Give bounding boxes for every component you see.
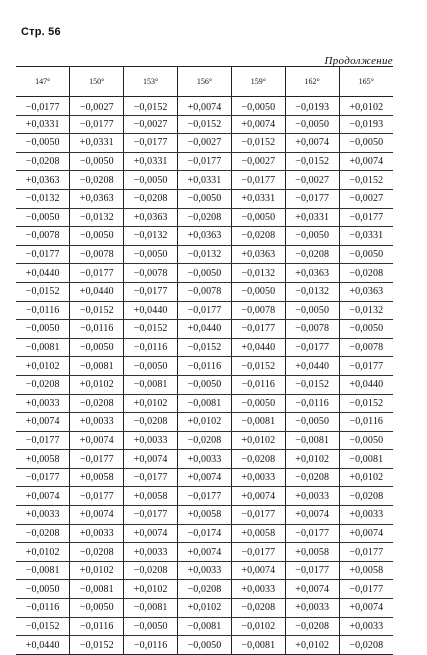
table-cell: +0,0074 xyxy=(231,115,285,134)
table-cell: −0,0152 xyxy=(16,617,70,636)
table-cell: −0,0050 xyxy=(285,413,339,432)
table-cell: +0,0074 xyxy=(178,543,232,562)
table-cell: −0,0177 xyxy=(339,208,393,227)
table-cell: +0,0440 xyxy=(16,636,70,655)
table-cell: +0,0033 xyxy=(70,413,124,432)
table-cell: +0,0074 xyxy=(178,468,232,487)
table-cell: −0,0208 xyxy=(16,152,70,171)
table-cell: −0,0050 xyxy=(339,134,393,153)
table-cell: +0,0058 xyxy=(231,524,285,543)
table-cell: +0,0440 xyxy=(16,264,70,283)
table-cell: −0,0050 xyxy=(339,245,393,264)
table-cell: −0,0116 xyxy=(231,375,285,394)
table-cell: +0,0331 xyxy=(16,115,70,134)
table-cell: −0,0078 xyxy=(16,227,70,246)
table-cell: −0,0208 xyxy=(124,413,178,432)
table-cell: +0,0440 xyxy=(285,357,339,376)
table-cell: +0,0074 xyxy=(285,134,339,153)
continuation-label: Продолжение xyxy=(324,55,393,67)
table-cell: −0,0050 xyxy=(339,431,393,450)
table-cell: +0,0331 xyxy=(231,189,285,208)
table-cell: +0,0074 xyxy=(285,506,339,525)
table-cell: +0,0440 xyxy=(124,301,178,320)
table-cell: −0,0177 xyxy=(16,468,70,487)
table-cell: −0,0050 xyxy=(124,245,178,264)
table-cell: −0,0050 xyxy=(70,227,124,246)
table-cell: +0,0074 xyxy=(339,524,393,543)
table-cell: −0,0177 xyxy=(16,245,70,264)
table-cell: −0,0208 xyxy=(285,468,339,487)
table-cell: +0,0102 xyxy=(16,543,70,562)
table-row xyxy=(16,487,393,506)
table-row xyxy=(16,617,393,636)
table-cell: −0,0116 xyxy=(285,394,339,413)
table-cell: +0,0102 xyxy=(178,413,232,432)
table-cell: −0,0081 xyxy=(16,561,70,580)
table-cell: −0,0050 xyxy=(285,301,339,320)
table-cell: −0,0208 xyxy=(231,227,285,246)
table-cell: −0,0177 xyxy=(124,506,178,525)
table-cell: −0,0050 xyxy=(231,394,285,413)
table-cell: −0,0050 xyxy=(124,617,178,636)
table-cell: +0,0058 xyxy=(339,561,393,580)
table-cell: −0,0050 xyxy=(70,152,124,171)
table-cell: −0,0152 xyxy=(124,97,178,116)
table-cell: −0,0116 xyxy=(16,599,70,618)
table-row xyxy=(16,506,393,525)
table-cell: −0,0177 xyxy=(178,487,232,506)
table-cell: +0,0331 xyxy=(124,152,178,171)
table-cell: −0,0152 xyxy=(178,338,232,357)
table-cell: −0,0027 xyxy=(231,152,285,171)
table-row xyxy=(16,357,393,376)
table-cell: +0,0033 xyxy=(339,617,393,636)
table-row xyxy=(16,301,393,320)
table-cell: −0,0177 xyxy=(285,189,339,208)
table-cell: −0,0116 xyxy=(124,636,178,655)
table-cell: +0,0102 xyxy=(285,450,339,469)
column-header: 159° xyxy=(231,67,285,97)
table-cell: +0,0363 xyxy=(70,189,124,208)
table-cell: −0,0050 xyxy=(16,580,70,599)
table-cell: −0,0152 xyxy=(231,134,285,153)
table-cell: −0,0177 xyxy=(231,171,285,190)
table-cell: −0,0177 xyxy=(16,97,70,116)
table-cell: −0,0081 xyxy=(231,636,285,655)
header-row xyxy=(16,67,393,97)
table-cell: −0,0177 xyxy=(285,561,339,580)
table-cell: −0,0208 xyxy=(124,561,178,580)
table-cell: −0,0116 xyxy=(124,338,178,357)
column-header: 165° xyxy=(339,67,393,97)
table-cell: −0,0177 xyxy=(70,487,124,506)
table-cell: +0,0033 xyxy=(178,450,232,469)
table-cell: +0,0440 xyxy=(231,338,285,357)
table-cell: +0,0363 xyxy=(178,227,232,246)
table-cell: −0,0050 xyxy=(178,375,232,394)
table-cell: −0,0177 xyxy=(70,264,124,283)
table-cell: −0,0177 xyxy=(339,580,393,599)
table-cell: +0,0074 xyxy=(178,97,232,116)
table-row xyxy=(16,468,393,487)
table-cell: −0,0050 xyxy=(124,357,178,376)
table-cell: −0,0081 xyxy=(231,413,285,432)
column-header: 147° xyxy=(16,67,70,97)
table-cell: −0,0177 xyxy=(178,301,232,320)
table-cell: −0,0050 xyxy=(339,320,393,339)
table-cell: +0,0074 xyxy=(16,487,70,506)
table-cell: −0,0132 xyxy=(339,301,393,320)
table-cell: −0,0177 xyxy=(339,543,393,562)
table-cell: −0,0027 xyxy=(178,134,232,153)
table-cell: −0,0152 xyxy=(70,301,124,320)
table-cell: +0,0440 xyxy=(339,375,393,394)
table-cell: −0,0208 xyxy=(178,431,232,450)
table-cell: +0,0102 xyxy=(70,561,124,580)
table-cell: +0,0033 xyxy=(231,468,285,487)
table-cell: +0,0074 xyxy=(231,487,285,506)
table-cell: −0,0132 xyxy=(16,189,70,208)
table-cell: −0,0152 xyxy=(231,357,285,376)
table-cell: +0,0033 xyxy=(231,580,285,599)
table-cell: −0,0081 xyxy=(285,431,339,450)
table-row xyxy=(16,171,393,190)
table-cell: +0,0363 xyxy=(339,282,393,301)
column-header: 153° xyxy=(124,67,178,97)
table-cell: +0,0033 xyxy=(285,599,339,618)
table-cell: +0,0033 xyxy=(285,487,339,506)
table-cell: +0,0074 xyxy=(339,152,393,171)
table-cell: −0,0078 xyxy=(70,245,124,264)
table-cell: −0,0208 xyxy=(16,524,70,543)
table-cell: +0,0102 xyxy=(178,599,232,618)
table-cell: +0,0058 xyxy=(16,450,70,469)
table-cell: +0,0074 xyxy=(16,413,70,432)
table-cell: −0,0177 xyxy=(285,524,339,543)
table-cell: −0,0208 xyxy=(70,394,124,413)
table-cell: −0,0081 xyxy=(124,375,178,394)
table-cell: −0,0177 xyxy=(124,134,178,153)
page-number: Стр. 56 xyxy=(21,26,61,38)
table-cell: −0,0152 xyxy=(285,152,339,171)
table-cell: −0,0027 xyxy=(70,97,124,116)
table-cell: −0,0208 xyxy=(70,171,124,190)
table-cell: +0,0102 xyxy=(124,580,178,599)
table-cell: +0,0102 xyxy=(16,357,70,376)
table-cell: −0,0081 xyxy=(339,450,393,469)
table-cell: +0,0363 xyxy=(16,171,70,190)
table-cell: −0,0050 xyxy=(231,97,285,116)
table-cell: −0,0081 xyxy=(70,357,124,376)
table-cell: −0,0208 xyxy=(339,636,393,655)
table-cell: +0,0058 xyxy=(178,506,232,525)
table-cell: −0,0027 xyxy=(124,115,178,134)
table-row xyxy=(16,189,393,208)
table-cell: −0,0116 xyxy=(178,357,232,376)
table-row xyxy=(16,264,393,283)
table-cell: +0,0363 xyxy=(231,245,285,264)
table-cell: −0,0050 xyxy=(285,115,339,134)
table-cell: −0,0177 xyxy=(231,543,285,562)
table-cell: −0,0102 xyxy=(231,617,285,636)
table-cell: −0,0050 xyxy=(16,320,70,339)
table-cell: −0,0050 xyxy=(178,189,232,208)
column-header: 150° xyxy=(70,67,124,97)
table-cell: −0,0050 xyxy=(16,208,70,227)
table-cell: −0,0081 xyxy=(16,338,70,357)
table-cell: −0,0152 xyxy=(285,375,339,394)
table-cell: −0,0081 xyxy=(70,580,124,599)
table-cell: −0,0050 xyxy=(178,636,232,655)
data-table xyxy=(16,66,393,655)
table-cell: −0,0193 xyxy=(339,115,393,134)
table-row xyxy=(16,580,393,599)
table-cell: −0,0081 xyxy=(178,394,232,413)
table-cell: −0,0078 xyxy=(285,320,339,339)
table-cell: +0,0033 xyxy=(16,394,70,413)
table-row xyxy=(16,524,393,543)
table-cell: −0,0208 xyxy=(231,450,285,469)
table-cell: +0,0102 xyxy=(70,375,124,394)
table-cell: −0,0177 xyxy=(124,282,178,301)
table-cell: −0,0177 xyxy=(70,115,124,134)
table-body xyxy=(16,97,393,655)
table-cell: −0,0078 xyxy=(231,301,285,320)
table-row xyxy=(16,115,393,134)
table-cell: −0,0050 xyxy=(178,264,232,283)
table-cell: −0,0116 xyxy=(339,413,393,432)
table-row xyxy=(16,97,393,116)
table-cell: +0,0033 xyxy=(70,524,124,543)
table-cell: +0,0058 xyxy=(70,468,124,487)
table-row xyxy=(16,134,393,153)
table-cell: +0,0058 xyxy=(285,543,339,562)
table-cell: +0,0033 xyxy=(178,561,232,580)
table-cell: +0,0033 xyxy=(124,431,178,450)
table-row xyxy=(16,375,393,394)
table-row xyxy=(16,152,393,171)
table-cell: +0,0331 xyxy=(178,171,232,190)
table-cell: −0,0177 xyxy=(339,357,393,376)
table-row xyxy=(16,599,393,618)
table-cell: −0,0116 xyxy=(70,320,124,339)
table-row xyxy=(16,208,393,227)
table-cell: −0,0132 xyxy=(178,245,232,264)
table-cell: −0,0050 xyxy=(124,171,178,190)
column-header: 156° xyxy=(178,67,232,97)
table-cell: −0,0208 xyxy=(339,487,393,506)
table-cell: −0,0331 xyxy=(339,227,393,246)
table-cell: −0,0177 xyxy=(231,506,285,525)
table-cell: +0,0331 xyxy=(70,134,124,153)
table-cell: +0,0074 xyxy=(339,599,393,618)
table-cell: −0,0152 xyxy=(70,636,124,655)
table-cell: +0,0033 xyxy=(124,543,178,562)
table-cell: +0,0363 xyxy=(124,208,178,227)
table-row xyxy=(16,543,393,562)
table-cell: −0,0208 xyxy=(285,617,339,636)
table-cell: −0,0208 xyxy=(339,264,393,283)
table-row xyxy=(16,561,393,580)
table-cell: −0,0132 xyxy=(285,282,339,301)
table-cell: +0,0102 xyxy=(124,394,178,413)
table-row xyxy=(16,338,393,357)
column-header: 162° xyxy=(285,67,339,97)
table-cell: −0,0208 xyxy=(231,599,285,618)
table-cell: +0,0102 xyxy=(339,97,393,116)
table-row xyxy=(16,245,393,264)
table-cell: −0,0208 xyxy=(70,543,124,562)
table-cell: −0,0116 xyxy=(16,301,70,320)
table-cell: −0,0177 xyxy=(70,450,124,469)
table-row xyxy=(16,413,393,432)
table-cell: −0,0050 xyxy=(285,227,339,246)
table-row xyxy=(16,282,393,301)
table-cell: −0,0174 xyxy=(178,524,232,543)
table-cell: −0,0152 xyxy=(339,171,393,190)
table-cell: −0,0132 xyxy=(70,208,124,227)
table-cell: −0,0078 xyxy=(124,264,178,283)
table-cell: −0,0152 xyxy=(16,282,70,301)
table-cell: −0,0027 xyxy=(339,189,393,208)
table-cell: −0,0177 xyxy=(285,338,339,357)
table-cell: +0,0074 xyxy=(231,561,285,580)
table-cell: +0,0033 xyxy=(16,506,70,525)
table-cell: −0,0116 xyxy=(70,617,124,636)
table-cell: −0,0208 xyxy=(124,189,178,208)
table-cell: −0,0208 xyxy=(178,580,232,599)
table-cell: +0,0074 xyxy=(70,506,124,525)
table-cell: −0,0078 xyxy=(178,282,232,301)
table-cell: +0,0102 xyxy=(339,468,393,487)
table-row xyxy=(16,450,393,469)
table-cell: −0,0050 xyxy=(16,134,70,153)
table-cell: +0,0074 xyxy=(70,431,124,450)
table-cell: +0,0331 xyxy=(285,208,339,227)
table-cell: +0,0074 xyxy=(124,524,178,543)
table-cell: −0,0177 xyxy=(178,152,232,171)
table-cell: +0,0058 xyxy=(124,487,178,506)
table-cell: −0,0177 xyxy=(231,320,285,339)
table-cell: +0,0440 xyxy=(178,320,232,339)
table-cell: +0,0102 xyxy=(231,431,285,450)
table-cell: −0,0050 xyxy=(231,282,285,301)
table-cell: −0,0078 xyxy=(339,338,393,357)
table-cell: +0,0033 xyxy=(339,506,393,525)
table-row xyxy=(16,431,393,450)
table-cell: −0,0050 xyxy=(70,599,124,618)
table-row xyxy=(16,636,393,655)
table-cell: −0,0132 xyxy=(231,264,285,283)
table-cell: −0,0050 xyxy=(231,208,285,227)
table-cell: −0,0081 xyxy=(178,617,232,636)
table-row xyxy=(16,394,393,413)
table-cell: −0,0152 xyxy=(178,115,232,134)
table-row xyxy=(16,227,393,246)
table-cell: −0,0177 xyxy=(16,431,70,450)
table-cell: −0,0152 xyxy=(124,320,178,339)
table-cell: +0,0074 xyxy=(285,580,339,599)
table-cell: +0,0102 xyxy=(285,636,339,655)
table-cell: −0,0193 xyxy=(285,97,339,116)
table-header xyxy=(16,67,393,97)
table-cell: −0,0208 xyxy=(285,245,339,264)
table-row xyxy=(16,320,393,339)
table-cell: +0,0074 xyxy=(124,450,178,469)
table-cell: −0,0177 xyxy=(124,468,178,487)
table-cell: +0,0440 xyxy=(70,282,124,301)
table-cell: −0,0132 xyxy=(124,227,178,246)
table-cell: +0,0363 xyxy=(285,264,339,283)
table-cell: −0,0081 xyxy=(124,599,178,618)
table-cell: −0,0050 xyxy=(70,338,124,357)
table-cell: −0,0027 xyxy=(285,171,339,190)
table-cell: −0,0208 xyxy=(16,375,70,394)
table-cell: −0,0208 xyxy=(178,208,232,227)
table-cell: −0,0152 xyxy=(339,394,393,413)
